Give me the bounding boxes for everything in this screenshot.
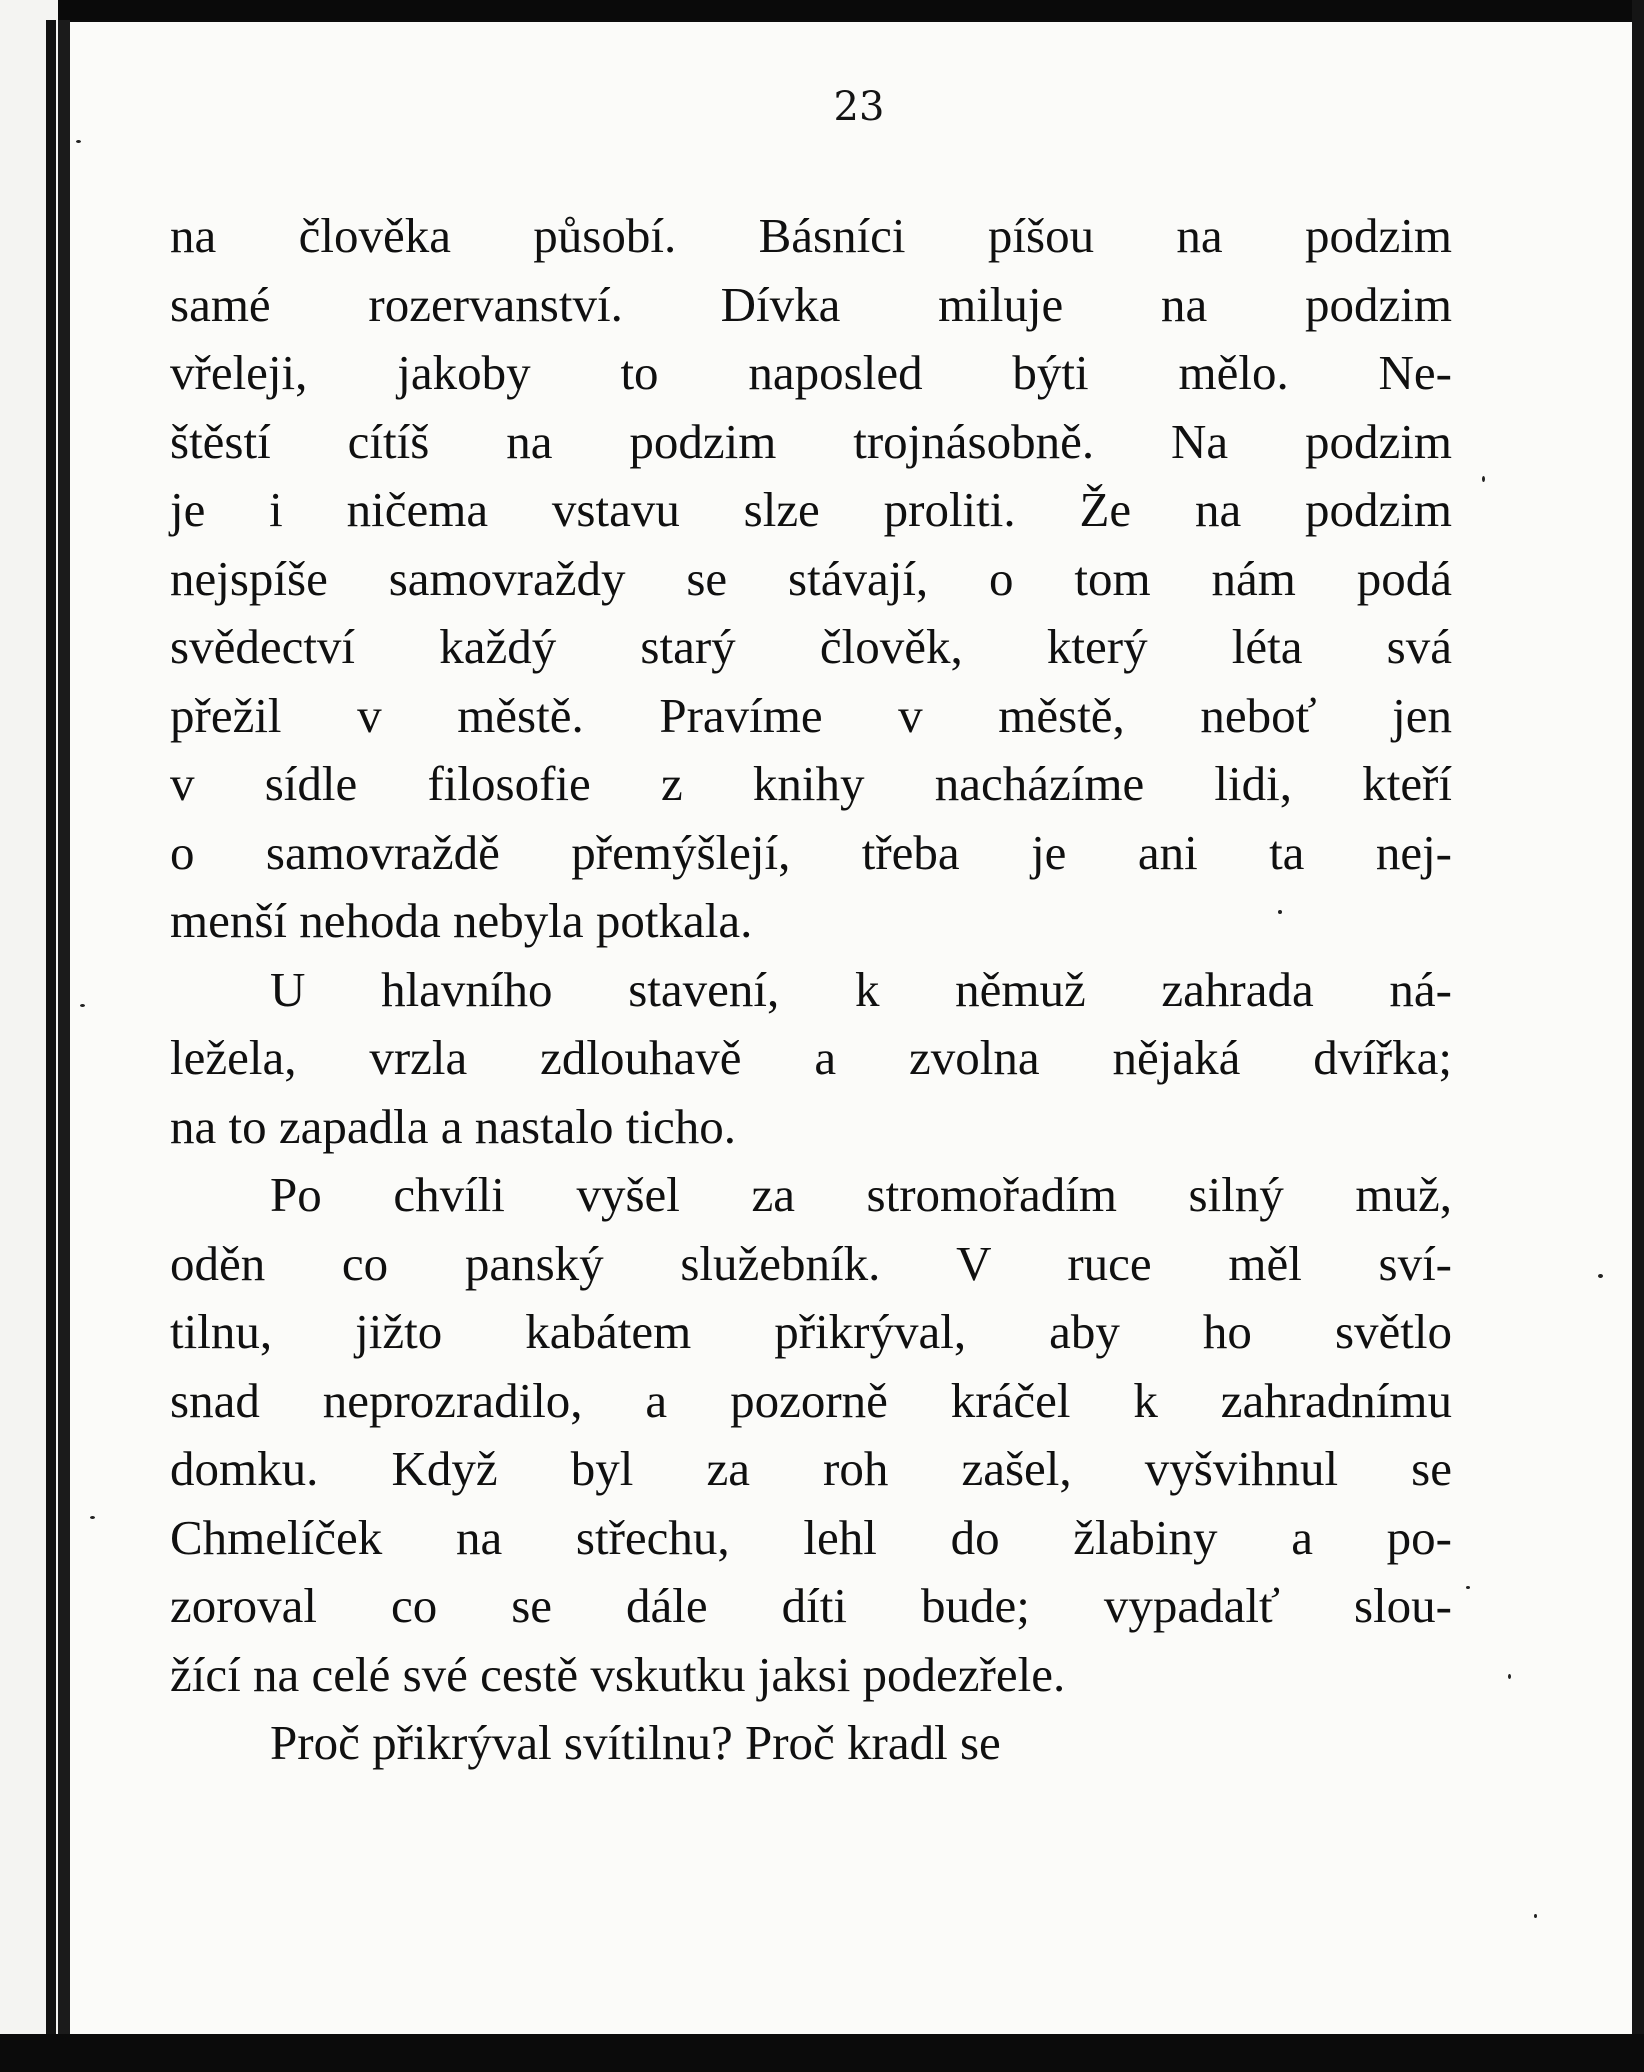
paragraph-first-line: Proč přikrýval svítilnu? Proč kradl se [270, 1715, 1001, 1770]
text-line: svědectví každý starý člověk, který léta svá [170, 619, 1452, 674]
scan-speck [1534, 1914, 1537, 1918]
text-line: zoroval co se dále díti bude; vypadalť slou- [170, 1578, 1452, 1633]
text-line: v sídle filosofie z knihy nacházíme lidi, kteří [170, 756, 1452, 811]
scan-speck [90, 1516, 95, 1519]
binding-gutter [58, 20, 70, 2072]
text-line: přežil v městě. Pravíme v městě, neboť jen [170, 687, 1452, 743]
paragraph-first-line: Po chvíli vyšel za stromořadím silný muž, [270, 1167, 1452, 1222]
text-line: o samovraždě přemýšlejí, třeba je ani ta nej- [170, 824, 1452, 880]
book-page [70, 22, 1632, 2034]
paragraph-last-line: žící na celé své cestě vskutku jaksi podezřele. [170, 1646, 1066, 1702]
paragraph-last-line: menší nehoda nebyla potkala. [170, 893, 753, 948]
scan-top-edge [0, 0, 1644, 20]
scan-speck [76, 140, 81, 143]
scan-right-edge [1632, 0, 1644, 2072]
text-line: snad neprozradilo, a pozorně kráčel k zahradnímu [170, 1372, 1452, 1428]
scan-speck [1508, 1674, 1511, 1679]
text-line: nejspíše samovraždy se stávají, o tom nám podá [170, 550, 1452, 606]
text-line: je i ničema vstavu slze proliti. Že na podzim [170, 482, 1452, 537]
text-line: štěstí cítíš na podzim trojnásobně. Na podzim [170, 413, 1452, 469]
paragraph-last-line: na to zapadla a nastalo ticho. [170, 1098, 736, 1154]
binding-shadow [46, 20, 56, 2072]
scan-speck [1466, 1586, 1470, 1589]
scan-bottom-edge [0, 2034, 1644, 2072]
text-line: ležela, vrzla zdlouhavě a zvolna nějaká dvířka; [170, 1030, 1452, 1085]
text-line: na člověka působí. Básníci píšou na podzim [170, 208, 1452, 263]
text-line: samé rozervanství. Dívka miluje na podzim [170, 276, 1452, 332]
text-line: tilnu, jižto kabátem přikrýval, aby ho světlo [170, 1304, 1452, 1359]
scan-speck [1598, 1274, 1603, 1278]
page-number: 23 [833, 84, 885, 130]
scan-speck [1278, 910, 1282, 914]
scan-speck [80, 1004, 85, 1007]
text-line: oděn co panský služebník. V ruce měl sví- [170, 1235, 1452, 1291]
text-line: Chmelíček na střechu, lehl do žlabiny a po- [170, 1509, 1452, 1565]
body-text [170, 202, 1452, 1778]
paragraph-first-line: U hlavního stavení, k němuž zahrada ná- [270, 961, 1452, 1017]
text-line: domku. Když byl za roh zašel, vyšvihnul se [170, 1441, 1452, 1496]
text-line: vřeleji, jakoby to naposled býti mělo. Ne- [170, 345, 1452, 400]
scan-speck [1482, 476, 1485, 482]
